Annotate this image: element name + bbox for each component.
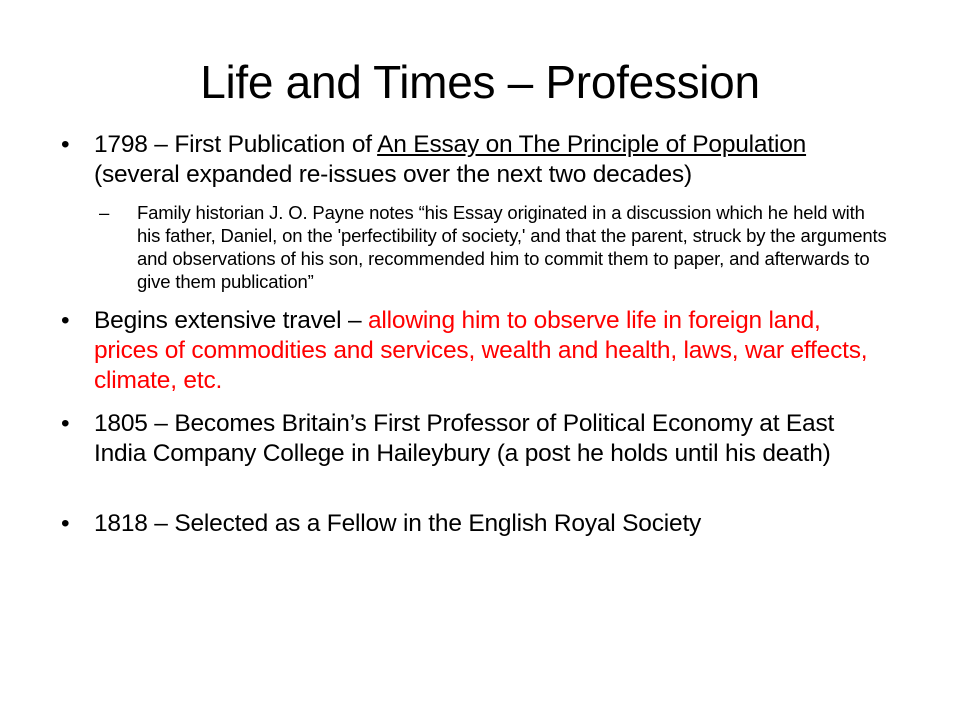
bullet-item-publication [60,130,890,190]
bullet-icon: • [61,307,70,334]
item-text: 1818 – Selected as a Fellow in the English Royal Society [94,510,702,537]
dash-icon: – [99,202,110,223]
bullet-item-travel [60,306,890,396]
bullet-icon: • [61,410,70,437]
bullet-item-fellow [60,509,890,539]
slide-content [60,130,890,539]
item-text: 1805 – Becomes Britain’s First Professor of Political Economy at East India Company College in Haileybury (a post he holds until his death) [94,410,835,467]
bullet-item-professor [60,409,890,469]
sub-item-payne-quote [60,201,890,293]
essay-title-underlined: An Essay on The Principle of Population [377,131,807,158]
item-text-prefix: Begins extensive travel – [94,307,368,334]
item-text-suffix: (several expanded re-issues over the next two decades) [94,161,692,188]
sub-item-text: Family historian J. O. Payne notes “his Essay originated in a discussion which he held with his father, Daniel, on the 'perfectibility of society,' and that the parent, struck by the arguments and observations of his son, recommended him to commit them to paper, and afterwards to give them publication” [137,202,887,292]
item-text-prefix: 1798 – First Publication of [94,131,378,158]
slide-title: Life and Times – Profession [200,56,760,108]
bullet-icon: • [61,131,70,158]
item-text-highlight: allowing him to observe life in foreign land, prices of commodities and services, wealth and health, laws, war effects, climate, etc. [94,307,868,394]
bullet-icon: • [61,510,70,537]
